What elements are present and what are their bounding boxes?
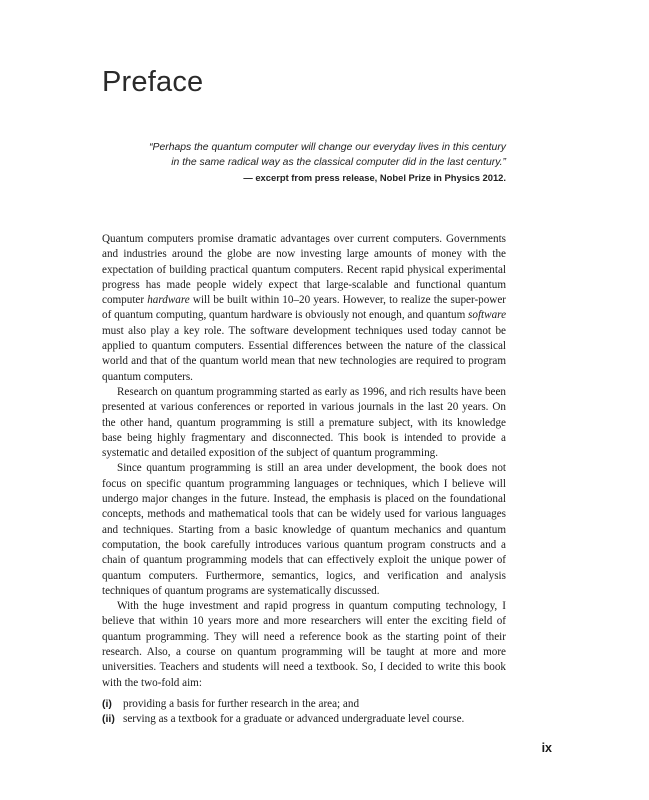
aim-text-1: providing a basis for further research in the area; and — [123, 697, 360, 710]
epigraph-quote-line-1: “Perhaps the quantum computer will change our everyday lives in this century — [149, 142, 506, 153]
paragraph-3: Since quantum programming is still an area under development, the book does not focus on specific quantum programming languages or techniques, which I believe will undergo major changes in the future. Instead, the emphasis is placed on the foundational concepts, methods and mathematical tools that can be widely used for various languages and techniques. Starting from a basic knowledge of quantum mechanics and quantum computation, the book carefully introduces various quantum program constructs and a chain of quantum programming models that can effectively exploit the unique power of quantum computers. Furthermore, semantics, logics, and verification and analysis techniques of quantum programs are systematically discussed. — [102, 462, 506, 597]
aim-item-1 — [102, 697, 506, 712]
page-title: Preface — [102, 66, 204, 98]
epigraph-quote-line-2: in the same radical way as the classical computer did in the last century.” — [171, 157, 506, 168]
paragraph-4: With the huge investment and rapid progress in quantum computing technology, I believe that within 10 years more and more researchers will enter the exciting field of quantum programming. They will need a reference book as the starting point of their research. Also, a course on quantum programming will be taught at more and more universities. Teachers and students will need a textbook. So, I decided to write this book with the two-fold aim: — [102, 600, 506, 689]
aims-list — [102, 697, 506, 728]
aim-label-1: (i) — [102, 697, 112, 710]
aim-text-2: serving as a textbook for a graduate or advanced undergraduate level course. — [123, 713, 465, 726]
aim-label-2: (ii) — [102, 713, 115, 726]
paragraph-1 — [102, 232, 506, 385]
epigraph — [120, 140, 506, 185]
paragraph-1-part-a: Quantum computers promise dramatic advantages over current computers. Governments and industries around the globe are now investing large amounts of money with the expectation of building practical quantum computers. Recent rapid physical experimental progress has made people widely expect that large-scalable and functional quantum computer — [102, 233, 506, 307]
paragraph-2: Research on quantum programming started as early as 1996, and rich results have been presented at various conferences or reported in various journals in the last 20 years. On the other hand, quantum programming is still a premature subject, with its knowledge base being highly fragmentary and disconnected. This book is intended to provide a systematic and detailed exposition of the subject of quantum programming. — [102, 385, 506, 460]
page-number: ix — [541, 741, 552, 755]
paragraph-1-part-b: will be built within 10–20 years. However, to realize the super-power of quantum computing, quantum hardware is obviously not enough, and quantum — [102, 294, 506, 322]
preface-body — [102, 232, 506, 728]
paragraph-1-part-c: must also play a key role. The software development techniques used today cannot be applied to quantum computers. Essential differences between the nature of the classical world and that of the quantum world mean that new technologies are required to program quantum computers. — [102, 324, 506, 383]
emphasis-hardware: hardware — [147, 294, 190, 307]
epigraph-attribution: — excerpt from press release, Nobel Prize in Physics 2012. — [243, 172, 506, 183]
aim-item-2 — [102, 712, 506, 727]
emphasis-software: software — [468, 309, 507, 322]
